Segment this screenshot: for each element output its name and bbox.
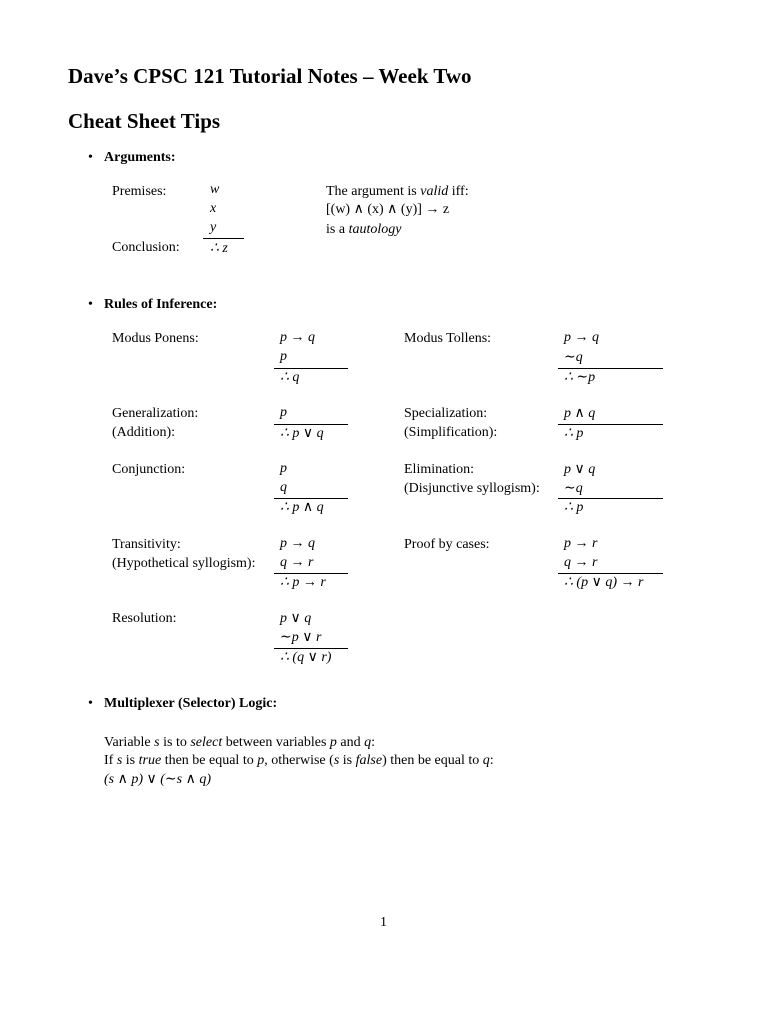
modus-ponens-result: ∴ q bbox=[280, 370, 300, 385]
transitivity-line: p → q bbox=[280, 536, 315, 551]
bullet-icon: • bbox=[88, 696, 93, 711]
validity-note-line1: The argument is valid iff: bbox=[326, 184, 469, 199]
proof-by-cases-label: Proof by cases: bbox=[404, 537, 490, 552]
specialization-result: ∴ p bbox=[564, 426, 584, 441]
elimination-line: p ∨ q bbox=[564, 462, 596, 477]
generalization-result: ∴ p ∨ q bbox=[280, 426, 324, 441]
specialization-label: Specialization: bbox=[404, 406, 488, 421]
section-title: Cheat Sheet Tips bbox=[68, 109, 221, 133]
conclusion-label: Conclusion: bbox=[112, 240, 180, 255]
generalization-line: p bbox=[280, 405, 287, 420]
page-number: 1 bbox=[380, 915, 387, 930]
mux-line2: If s is true then be equal to p, otherwise (s is false) then be equal to q: bbox=[104, 753, 494, 768]
arguments-heading: Arguments: bbox=[104, 150, 176, 165]
modus-ponens-line: p → q bbox=[280, 330, 315, 345]
specialization-line: p ∧ q bbox=[564, 406, 596, 421]
mux-line1: Variable s is to select between variables p and q: bbox=[104, 735, 376, 750]
resolution-line: p ∨ q bbox=[280, 611, 312, 626]
rules-heading: Rules of Inference: bbox=[104, 297, 218, 312]
elimination-line: ∼q bbox=[564, 481, 583, 496]
conclusion-z: ∴ z bbox=[210, 241, 228, 256]
premise-w: w bbox=[210, 182, 220, 197]
conjunction-line: q bbox=[280, 480, 287, 495]
premise-y: y bbox=[210, 220, 217, 235]
resolution-result: ∴ (q ∨ r) bbox=[280, 650, 332, 665]
elimination-label: Elimination: bbox=[404, 462, 474, 477]
modus-tollens-line: p → q bbox=[564, 330, 599, 345]
mux-formula: (s ∧ p) ∨ (∼s ∧ q) bbox=[104, 772, 212, 787]
transitivity-label-alt: (Hypothetical syllogism): bbox=[112, 556, 256, 571]
elimination-label-alt: (Disjunctive syllogism): bbox=[404, 481, 540, 496]
generalization-label: Generalization: bbox=[112, 406, 199, 421]
validity-note-line2: [(w) ∧ (x) ∧ (y)] → z bbox=[326, 202, 450, 217]
modus-tollens-result: ∴ ∼p bbox=[564, 370, 596, 385]
generalization-label-alt: (Addition): bbox=[112, 425, 175, 440]
transitivity-result: ∴ p → r bbox=[280, 575, 326, 590]
bullet-icon: • bbox=[88, 297, 93, 312]
conjunction-line: p bbox=[280, 461, 287, 476]
validity-note-line3: is a tautology bbox=[326, 222, 402, 237]
proof-by-cases-line: q → r bbox=[564, 555, 598, 570]
transitivity-label: Transitivity: bbox=[112, 537, 181, 552]
modus-tollens-line: ∼q bbox=[564, 350, 583, 365]
premises-label: Premises: bbox=[112, 184, 167, 199]
resolution-line: ∼p ∨ r bbox=[280, 630, 322, 645]
page-title: Dave’s CPSC 121 Tutorial Notes – Week Two bbox=[68, 64, 472, 88]
elimination-result: ∴ p bbox=[564, 500, 584, 515]
proof-by-cases-result: ∴ (p ∨ q) → r bbox=[564, 575, 644, 590]
transitivity-line: q → r bbox=[280, 555, 314, 570]
modus-tollens-label: Modus Tollens: bbox=[404, 331, 492, 346]
proof-by-cases-line: p → r bbox=[564, 536, 598, 551]
premise-x: x bbox=[210, 201, 217, 216]
conjunction-label: Conjunction: bbox=[112, 462, 186, 477]
argument-rule-line bbox=[203, 238, 244, 239]
modus-ponens-line: p bbox=[280, 349, 287, 364]
mux-heading: Multiplexer (Selector) Logic: bbox=[104, 696, 278, 711]
modus-ponens-label: Modus Ponens: bbox=[112, 331, 199, 346]
conjunction-result: ∴ p ∧ q bbox=[280, 500, 324, 515]
bullet-icon: • bbox=[88, 150, 93, 165]
resolution-label: Resolution: bbox=[112, 611, 177, 626]
specialization-label-alt: (Simplification): bbox=[404, 425, 498, 440]
